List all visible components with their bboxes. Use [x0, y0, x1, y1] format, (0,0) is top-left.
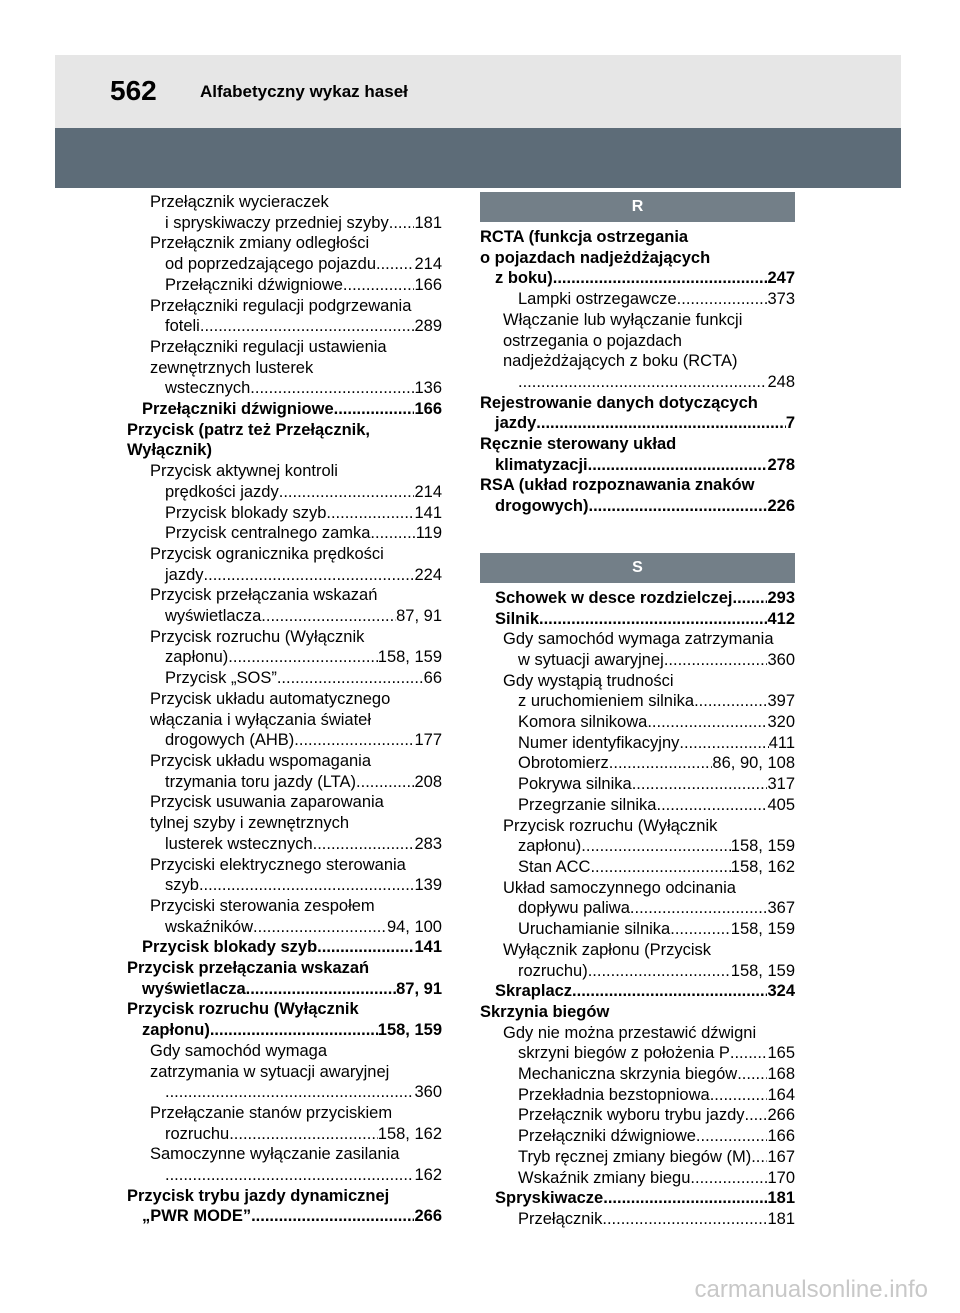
entry-text: Stan ACC [518, 857, 591, 876]
entry-text: Włączanie lub wyłączanie funkcji [503, 310, 743, 329]
index-subentry [480, 857, 795, 878]
entry-text: drogowych) [495, 497, 589, 516]
entry-text: zatrzymania w sytuacji awaryjnej [150, 1062, 390, 1081]
page-reference: 226 [767, 497, 795, 516]
index-subentry [480, 1023, 795, 1064]
entry-text: Przycisk blokady szyb [165, 503, 327, 522]
dot-leader [536, 413, 786, 434]
page-reference: 7 [785, 414, 795, 433]
page-reference: 266 [767, 1106, 795, 1125]
dot-leader [679, 733, 768, 754]
entry-text: Silnik [495, 609, 540, 628]
page-reference: 66 [423, 669, 442, 688]
dot-leader [694, 691, 767, 712]
entry-text: foteli [165, 317, 200, 336]
entry-text: i spryskiwaczy przedniej szyby [165, 213, 389, 232]
dot-leader [656, 795, 767, 816]
page-reference: 397 [767, 692, 795, 711]
entry-text: zapłonu) [518, 837, 582, 856]
dot-leader [630, 898, 768, 919]
page-reference: 139 [414, 876, 442, 895]
index-subentry [127, 1144, 442, 1185]
index-subentry [127, 544, 442, 585]
index-entry [480, 1002, 795, 1023]
entry-text: klimatyzacji [495, 455, 588, 474]
entry-text: Przegrzanie silnika [518, 795, 657, 814]
entry-text: Przełączniki dźwigniowe [142, 400, 334, 419]
index-entry [127, 420, 442, 461]
index-entry [480, 475, 795, 516]
index-subentry [480, 671, 795, 712]
entry-text: Uruchamianie silnika [518, 920, 671, 939]
entry-text: jazdy [165, 565, 204, 584]
dot-leader [326, 503, 414, 524]
index-subentry [127, 233, 442, 274]
index-subentry [127, 275, 442, 296]
entry-text: Komora silnikowa [518, 713, 648, 732]
page-reference: 167 [767, 1147, 795, 1166]
entry-text: Lampki ostrzegawcze [518, 290, 677, 309]
dot-leader [647, 712, 767, 733]
index-subentry [127, 1103, 442, 1144]
entry-text: Układ samoczynnego odcinania [503, 878, 736, 897]
dot-leader [670, 919, 731, 940]
dot-leader [228, 647, 377, 668]
page-reference: 266 [414, 1207, 442, 1226]
entry-text: wyświetlacza [142, 979, 246, 998]
index-subentry [127, 523, 442, 544]
dot-leader [246, 979, 396, 1000]
dot-leader [730, 1043, 768, 1064]
entry-text: Przełączniki regulacji podgrzewania [150, 296, 412, 315]
page-reference: 141 [414, 938, 442, 957]
entry-text: zapłonu) [142, 1021, 210, 1040]
dot-leader [199, 875, 415, 896]
page-reference: 162 [414, 1166, 442, 1185]
page-reference: 165 [767, 1044, 795, 1063]
index-subentry [480, 1126, 795, 1147]
page-reference: 181 [767, 1189, 795, 1208]
page-reference: 158, 159 [377, 1021, 442, 1040]
page-reference: 166 [767, 1127, 795, 1146]
index-entry [480, 609, 795, 630]
index-subentry [127, 751, 442, 792]
index-subentry [127, 461, 442, 502]
entry-text: Przycisk rozruchu (Wyłącznik [127, 1000, 359, 1019]
entry-text: zapłonu) [165, 648, 229, 667]
page-reference: 214 [414, 255, 442, 274]
index-subentry [480, 940, 795, 981]
page-reference: 136 [414, 379, 442, 398]
dot-leader [677, 289, 768, 310]
dot-leader [376, 254, 414, 275]
dot-leader [632, 774, 768, 795]
index-subentry [480, 629, 795, 670]
page-reference: 119 [415, 524, 442, 543]
page-reference: 181 [414, 213, 442, 232]
index-subentry [127, 792, 442, 854]
page-reference: 289 [414, 317, 442, 336]
entry-text: Przekładnia bezstopniowa [518, 1085, 710, 1104]
entry-text: tylnej szyby i zewnętrznych [150, 814, 349, 833]
index-subentry [127, 896, 442, 937]
entry-text: z boku) [495, 269, 553, 288]
index-subentry [480, 1105, 795, 1126]
index-subentry [480, 1209, 795, 1230]
entry-text: rozruchu) [518, 961, 588, 980]
entry-text: Przełącznik wyboru trybu jazdy [518, 1106, 745, 1125]
entry-text: RCTA (funkcja ostrzegania [480, 228, 689, 246]
entry-text: zewnętrznych lusterek [150, 358, 314, 377]
entry-text: Wyłącznik) [127, 441, 212, 460]
dot-leader [277, 668, 424, 689]
page-reference: 208 [414, 772, 442, 791]
entry-text: Przycisk ogranicznika prędkości [150, 544, 384, 563]
entry-text: Przycisk układu automatycznego [150, 689, 391, 708]
entry-text: jazdy [495, 414, 537, 433]
entry-text: Przycisk trybu jazdy dynamicznej [127, 1186, 390, 1205]
index-subentry [480, 1064, 795, 1085]
index-subentry [127, 337, 442, 399]
dot-leader [356, 772, 414, 793]
entry-text: Przełączniki dźwigniowe [518, 1127, 696, 1146]
page-reference: 87, 91 [396, 979, 442, 998]
dot-leader [588, 961, 731, 982]
entry-text: od poprzedzającego pojazdu [165, 255, 376, 274]
dot-leader [539, 609, 767, 630]
index-entry [480, 588, 795, 609]
entry-text: trzymania toru jazdy (LTA) [165, 772, 357, 791]
dot-leader [279, 482, 415, 503]
page-reference: 247 [767, 269, 795, 288]
entry-text: Skraplacz [495, 982, 573, 1001]
index-subentry [127, 192, 442, 233]
index-subentry [480, 919, 795, 940]
page-reference: 283 [414, 834, 442, 853]
index-subentry [127, 627, 442, 668]
entry-text: Rejestrowanie danych dotyczących [480, 393, 758, 412]
entry-text: drogowych (AHB) [165, 731, 295, 750]
index-entry [480, 1188, 795, 1209]
index-column-left [127, 192, 442, 1227]
entry-text: Przycisk usuwania zaparowania [150, 793, 384, 812]
dot-leader [200, 316, 415, 337]
page-reference: 405 [767, 795, 795, 814]
index-subentry [480, 774, 795, 795]
entry-text: „PWR MODE” [142, 1207, 252, 1226]
dot-leader [370, 523, 415, 544]
header-title: Alfabetyczny wykaz haseł [200, 82, 408, 101]
entry-text: Przełącznik [518, 1209, 603, 1228]
page-reference: 168 [767, 1065, 795, 1084]
page-reference: 360 [767, 650, 795, 669]
index-entry [480, 981, 795, 1002]
entry-text: Numer identyfikacyjny [518, 733, 680, 752]
index-entry [127, 999, 442, 1040]
entry-text: Przyciski elektrycznego sterowania [150, 855, 406, 874]
entry-text: prędkości jazdy [165, 482, 279, 501]
index-subentry [480, 816, 795, 857]
index-entry [480, 393, 795, 434]
entry-text: Samoczynne wyłączanie zasilania [150, 1145, 400, 1164]
index-entry [127, 1186, 442, 1227]
page-reference: 170 [767, 1168, 795, 1187]
page-reference: 214 [414, 482, 442, 501]
page-reference: 360 [414, 1083, 442, 1102]
entry-text: dopływu paliwa [518, 899, 630, 918]
dot-leader [317, 937, 414, 958]
index-subentry [127, 668, 442, 689]
entry-text: ostrzegania o pojazdach [503, 331, 682, 350]
entry-text: Wskaźnik zmiany biegu [518, 1168, 691, 1187]
entry-text: Gdy nie można przestawić dźwigni [503, 1023, 757, 1042]
entry-text: Gdy samochód wymaga zatrzymania [503, 630, 774, 649]
entry-text: Pokrywa silnika [518, 775, 632, 794]
entry-text: Przycisk aktywnej kontroli [150, 462, 338, 481]
page-reference: 278 [767, 455, 795, 474]
dot-leader [251, 1206, 414, 1227]
page-reference: 293 [767, 588, 795, 607]
entry-text: wstecznych [165, 379, 251, 398]
dot-leader [696, 1126, 768, 1147]
index-subentry [480, 1147, 795, 1168]
page-reference: 158, 162 [730, 857, 795, 876]
dot-leader [165, 1082, 414, 1103]
dot-leader [664, 650, 768, 671]
dot-leader [334, 399, 415, 420]
dot-leader [733, 588, 768, 609]
entry-text: Przycisk układu wspomagania [150, 751, 372, 770]
entry-text: o pojazdach nadjeżdżających [480, 248, 711, 267]
dot-leader [389, 213, 415, 234]
entry-text: nadjeżdżających z boku (RCTA) [503, 352, 738, 371]
chapter-band [55, 128, 901, 188]
watermark: carmanualsonline.info [694, 1276, 928, 1303]
index-subentry [127, 585, 442, 626]
dot-leader [590, 857, 730, 878]
page-reference: 177 [414, 731, 442, 750]
entry-text: wskaźników [165, 917, 254, 936]
dot-leader [609, 753, 713, 774]
page-reference: 320 [767, 713, 795, 732]
dot-leader [553, 268, 768, 289]
page-reference: 412 [767, 609, 795, 628]
index-entry [480, 434, 795, 475]
page-reference: 224 [414, 565, 442, 584]
entry-text: Przycisk przełączania wskazań [150, 586, 378, 605]
page-reference: 158, 159 [730, 920, 795, 939]
entry-text: Gdy wystąpią trudności [503, 671, 674, 690]
entry-text: Gdy samochód wymaga [150, 1041, 327, 1060]
index-subentry [480, 878, 795, 919]
section-s-entries [480, 588, 795, 1230]
entry-text: Wyłącznik zapłonu (Przycisk [503, 940, 711, 959]
page-number: 562 [110, 75, 157, 106]
dot-leader [589, 496, 768, 517]
entry-text: Przełączniki dźwigniowe [165, 275, 343, 294]
index-entry [480, 227, 795, 289]
page-reference: 158, 159 [377, 648, 442, 667]
dot-leader [745, 1105, 768, 1126]
index-column-right [480, 192, 795, 1230]
page-reference: 411 [768, 733, 795, 752]
index-subentry [480, 1085, 795, 1106]
entry-text: Obrotomierz [518, 754, 609, 773]
index-subentry [480, 733, 795, 754]
index-subentry [480, 795, 795, 816]
entry-text: Przełączniki regulacji ustawienia [150, 337, 387, 356]
page-reference: 248 [767, 372, 795, 391]
dot-leader [572, 981, 767, 1002]
dot-leader [229, 1124, 378, 1145]
index-entry [127, 958, 442, 999]
page-reference: 324 [767, 982, 795, 1001]
entry-text: z uruchomieniem silnika [518, 692, 695, 711]
page-reference: 86, 90, 108 [712, 754, 795, 773]
dot-leader [250, 378, 414, 399]
page-reference: 94, 100 [386, 917, 442, 936]
index-subentry [127, 689, 442, 751]
dot-leader [165, 1165, 414, 1186]
page-reference: 87, 91 [396, 607, 442, 626]
index-subentry [127, 1041, 442, 1103]
page-reference: 367 [767, 899, 795, 918]
dot-leader [253, 917, 387, 938]
page-reference: 158, 159 [730, 837, 795, 856]
entry-text: włączania i wyłączania świateł [150, 710, 372, 729]
page-reference: 181 [767, 1209, 795, 1228]
index-subentry [480, 712, 795, 733]
dot-leader [737, 1064, 767, 1085]
entry-text: Tryb ręcznej zmiany biegów (M) [518, 1147, 752, 1166]
index-subentry [480, 310, 795, 393]
entry-text: w sytuacji awaryjnej [518, 650, 664, 669]
dot-leader [710, 1085, 768, 1106]
dot-leader [603, 1188, 767, 1209]
entry-text: RSA (układ rozpoznawania znaków [480, 476, 755, 495]
entry-text: wyświetlacza [165, 607, 262, 626]
page-reference: 158, 162 [377, 1124, 442, 1143]
page-reference: 166 [414, 275, 442, 294]
entry-text: lusterek wstecznych [165, 834, 313, 853]
entry-text: Przycisk rozruchu (Wyłącznik [503, 816, 718, 835]
index-subentry [480, 289, 795, 310]
dot-leader [581, 836, 730, 857]
index-subentry [127, 855, 442, 896]
entry-text: Przycisk rozruchu (Wyłącznik [150, 627, 365, 646]
index-subentry [127, 503, 442, 524]
dot-leader [690, 1168, 767, 1189]
dot-leader [588, 455, 768, 476]
entry-text: szyb [165, 876, 199, 895]
section-r-entries [480, 227, 795, 517]
entry-text: skrzyni biegów z położenia P [518, 1044, 730, 1063]
entry-text: Przełącznik wycieraczek [150, 193, 329, 211]
entry-text: Przycisk centralnego zamka [165, 524, 371, 543]
dot-leader [343, 275, 415, 296]
entry-text: Spryskiwacze [495, 1189, 604, 1208]
page-reference: 141 [414, 503, 442, 522]
dot-leader [751, 1147, 767, 1168]
header-band [55, 55, 901, 128]
page-reference: 164 [767, 1085, 795, 1104]
entry-text: Przełączanie stanów przyciskiem [150, 1103, 393, 1122]
page-reference: 317 [767, 775, 795, 794]
entry-text: Schowek w desce rozdzielczej [495, 588, 733, 607]
dot-leader [518, 372, 767, 393]
index-subentry [480, 753, 795, 774]
index-subentry [127, 296, 442, 337]
index-entry [127, 937, 442, 958]
dot-leader [210, 1020, 378, 1041]
dot-leader [294, 730, 414, 751]
section-header-r: R [480, 192, 795, 222]
section-header-s: S [480, 553, 795, 583]
page-reference: 166 [414, 400, 442, 419]
entry-text: Ręcznie sterowany układ [480, 435, 677, 454]
entry-text: Przycisk przełączania wskazań [127, 959, 370, 978]
entry-text: Przycisk blokady szyb [142, 938, 318, 957]
entry-text: rozruchu [165, 1124, 230, 1143]
index-entry [127, 399, 442, 420]
dot-leader [602, 1209, 767, 1230]
entry-text: Skrzynia biegów [480, 1002, 610, 1021]
dot-leader [204, 565, 415, 586]
entry-text: Przycisk (patrz też Przełącznik, [127, 420, 371, 439]
entry-text: Przyciski sterowania zespołem [150, 896, 375, 915]
page-reference: 373 [767, 290, 795, 309]
entry-text: Przełącznik zmiany odległości [150, 234, 370, 253]
dot-leader [313, 834, 415, 855]
index-subentry [480, 1168, 795, 1189]
entry-text: Przycisk „SOS” [165, 669, 277, 688]
page-reference: 158, 159 [730, 961, 795, 980]
entry-text: Mechaniczna skrzynia biegów [518, 1065, 738, 1084]
dot-leader [261, 606, 396, 627]
